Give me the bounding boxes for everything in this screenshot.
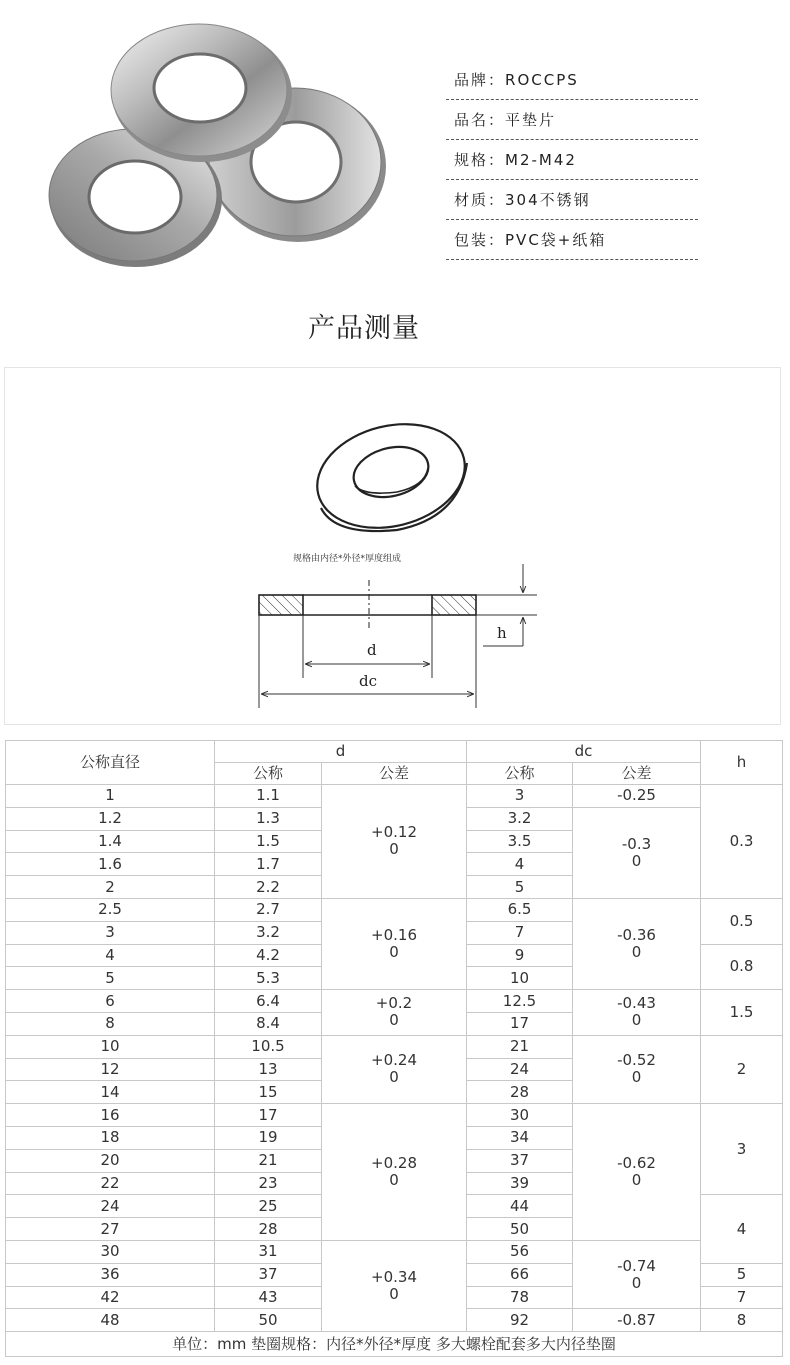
cell-d-nominal: 31 [215, 1240, 322, 1263]
cell-d-nominal: 19 [215, 1126, 322, 1149]
cell-nominal-diameter: 12 [6, 1058, 215, 1081]
table-row [6, 1240, 783, 1263]
cell-dc-nominal: 28 [467, 1081, 573, 1104]
table-footer-row [6, 1332, 783, 1357]
cell-d-nominal: 1.7 [215, 853, 322, 876]
cell-nominal-diameter: 5 [6, 967, 215, 990]
cell-dc-nominal: 17 [467, 1012, 573, 1035]
cell-d-nominal: 1.3 [215, 807, 322, 830]
product-photo [40, 8, 400, 268]
cell-dc-nominal: 3.2 [467, 807, 573, 830]
cell-d-nominal: 28 [215, 1218, 322, 1241]
dimension-h-label: h [497, 624, 507, 642]
washer-isometric [306, 409, 476, 542]
cell-nominal-diameter: 1.6 [6, 853, 215, 876]
cell-nominal-diameter: 27 [6, 1218, 215, 1241]
cell-d-nominal: 17 [215, 1104, 322, 1127]
cell-nominal-diameter: 8 [6, 1012, 215, 1035]
cell-dc-nominal: 3.5 [467, 830, 573, 853]
cell-dc-tolerance: -0.52 0 [573, 1035, 701, 1103]
cell-nominal-diameter: 1.4 [6, 830, 215, 853]
cell-nominal-diameter: 42 [6, 1286, 215, 1309]
cell-d-tolerance: +0.24 0 [322, 1035, 467, 1103]
spec-value: PVC袋+纸箱 [505, 231, 607, 249]
spec-value: 平垫片 [505, 111, 557, 129]
cell-dc-nominal: 50 [467, 1218, 573, 1241]
technical-drawing [4, 367, 781, 725]
spec-brand [446, 60, 698, 100]
cell-dc-nominal: 39 [467, 1172, 573, 1195]
cell-dc-nominal: 3 [467, 785, 573, 808]
spec-packaging [446, 220, 698, 260]
header-d: d [215, 741, 467, 763]
cell-nominal-diameter: 22 [6, 1172, 215, 1195]
cell-dc-nominal: 44 [467, 1195, 573, 1218]
header-dc-tolerance: 公差 [573, 763, 701, 785]
header-d-nominal: 公称 [215, 763, 322, 785]
cell-nominal-diameter: 20 [6, 1149, 215, 1172]
cell-d-nominal: 13 [215, 1058, 322, 1081]
cell-thickness-h: 0.8 [701, 944, 783, 990]
cell-dc-tolerance: -0.3 0 [573, 807, 701, 898]
table-header-row [6, 741, 783, 763]
cell-d-nominal: 50 [215, 1309, 322, 1332]
washer-top [111, 24, 292, 162]
cell-d-tolerance: +0.12 0 [322, 785, 467, 899]
table-row [6, 898, 783, 921]
cell-dc-nominal: 30 [467, 1104, 573, 1127]
cell-nominal-diameter: 10 [6, 1035, 215, 1058]
cell-nominal-diameter: 2.5 [6, 898, 215, 921]
cell-dc-nominal: 78 [467, 1286, 573, 1309]
spec-product-name [446, 100, 698, 140]
cell-nominal-diameter: 16 [6, 1104, 215, 1127]
cell-d-tolerance: +0.16 0 [322, 898, 467, 989]
cell-dc-tolerance: -0.62 0 [573, 1104, 701, 1241]
cell-d-nominal: 4.2 [215, 944, 322, 967]
washer-cross-section [259, 580, 476, 630]
cell-dc-nominal: 9 [467, 944, 573, 967]
cell-dc-nominal: 7 [467, 921, 573, 944]
cell-d-nominal: 15 [215, 1081, 322, 1104]
cell-d-tolerance: +0.28 0 [322, 1104, 467, 1241]
cell-d-tolerance: +0.34 0 [322, 1240, 467, 1331]
cell-d-nominal: 23 [215, 1172, 322, 1195]
cell-thickness-h: 0.5 [701, 898, 783, 944]
cell-dc-tolerance: -0.43 0 [573, 990, 701, 1036]
cell-dc-nominal: 12.5 [467, 990, 573, 1013]
cell-d-nominal: 2.2 [215, 876, 322, 899]
spec-label: 材质： [454, 191, 506, 209]
cell-dc-nominal: 34 [467, 1126, 573, 1149]
spec-value: ROCCPS [505, 70, 579, 89]
cell-dc-nominal: 5 [467, 876, 573, 899]
spec-table [5, 740, 783, 1357]
dimension-d-label: d [367, 641, 377, 659]
cell-dc-tolerance: -0.74 0 [573, 1240, 701, 1308]
cell-d-nominal: 8.4 [215, 1012, 322, 1035]
spec-label: 品牌： [454, 71, 506, 89]
cell-dc-tolerance: -0.36 0 [573, 898, 701, 989]
cell-dc-nominal: 10 [467, 967, 573, 990]
spec-label: 包装： [454, 231, 506, 249]
header-dc: dc [467, 741, 701, 763]
cell-nominal-diameter: 2 [6, 876, 215, 899]
cell-d-nominal: 5.3 [215, 967, 322, 990]
table-row [6, 990, 783, 1013]
cell-d-nominal: 10.5 [215, 1035, 322, 1058]
cell-thickness-h: 5 [701, 1263, 783, 1286]
table-row [6, 1104, 783, 1127]
cell-d-nominal: 25 [215, 1195, 322, 1218]
cell-dc-tolerance: -0.87 [573, 1309, 701, 1332]
cell-d-nominal: 37 [215, 1263, 322, 1286]
cell-dc-nominal: 21 [467, 1035, 573, 1058]
cell-dc-nominal: 92 [467, 1309, 573, 1332]
cell-dc-nominal: 24 [467, 1058, 573, 1081]
cell-dc-nominal: 56 [467, 1240, 573, 1263]
cell-d-nominal: 1.5 [215, 830, 322, 853]
cell-thickness-h: 7 [701, 1286, 783, 1309]
spec-size [446, 140, 698, 180]
cell-nominal-diameter: 14 [6, 1081, 215, 1104]
cell-thickness-h: 0.3 [701, 785, 783, 899]
spec-label: 规格： [454, 151, 506, 169]
cell-d-nominal: 1.1 [215, 785, 322, 808]
cell-dc-nominal: 6.5 [467, 898, 573, 921]
table-row [6, 785, 783, 808]
cell-nominal-diameter: 3 [6, 921, 215, 944]
cell-dc-nominal: 66 [467, 1263, 573, 1286]
spec-label: 品名： [454, 111, 506, 129]
cell-nominal-diameter: 6 [6, 990, 215, 1013]
spec-value: 304不锈钢 [505, 191, 591, 209]
spec-material [446, 180, 698, 220]
cell-dc-tolerance: -0.25 [573, 785, 701, 808]
cell-d-nominal: 2.7 [215, 898, 322, 921]
cell-nominal-diameter: 36 [6, 1263, 215, 1286]
cell-d-nominal: 21 [215, 1149, 322, 1172]
cell-d-tolerance: +0.2 0 [322, 990, 467, 1036]
dimension-dc [259, 615, 476, 708]
cell-nominal-diameter: 30 [6, 1240, 215, 1263]
cell-dc-nominal: 37 [467, 1149, 573, 1172]
cell-d-nominal: 3.2 [215, 921, 322, 944]
cell-nominal-diameter: 1 [6, 785, 215, 808]
table-row [6, 1035, 783, 1058]
header-h: h [701, 741, 783, 785]
cell-nominal-diameter: 18 [6, 1126, 215, 1149]
dimension-dc-label: dc [359, 672, 378, 690]
cell-nominal-diameter: 4 [6, 944, 215, 967]
header-nominal-diameter: 公称直径 [6, 741, 215, 785]
cell-thickness-h: 4 [701, 1195, 783, 1263]
cell-thickness-h: 1.5 [701, 990, 783, 1036]
header-dc-nominal: 公称 [467, 763, 573, 785]
spec-value: M2-M42 [505, 150, 577, 169]
cell-nominal-diameter: 24 [6, 1195, 215, 1218]
cell-thickness-h: 3 [701, 1104, 783, 1195]
cell-d-nominal: 43 [215, 1286, 322, 1309]
cell-nominal-diameter: 1.2 [6, 807, 215, 830]
cell-nominal-diameter: 48 [6, 1309, 215, 1332]
cell-thickness-h: 8 [701, 1309, 783, 1332]
cell-dc-nominal: 4 [467, 853, 573, 876]
spec-list [446, 60, 698, 260]
table-footer-note: 单位：mm 垫圈规格：内径*外径*厚度 多大螺栓配套多大内径垫圈 [6, 1332, 783, 1357]
drawing-caption: 规格由内径*外径*厚度组成 [293, 554, 402, 564]
cell-thickness-h: 2 [701, 1035, 783, 1103]
cell-d-nominal: 6.4 [215, 990, 322, 1013]
section-title: 产品测量 [308, 313, 420, 344]
header-d-tolerance: 公差 [322, 763, 467, 785]
